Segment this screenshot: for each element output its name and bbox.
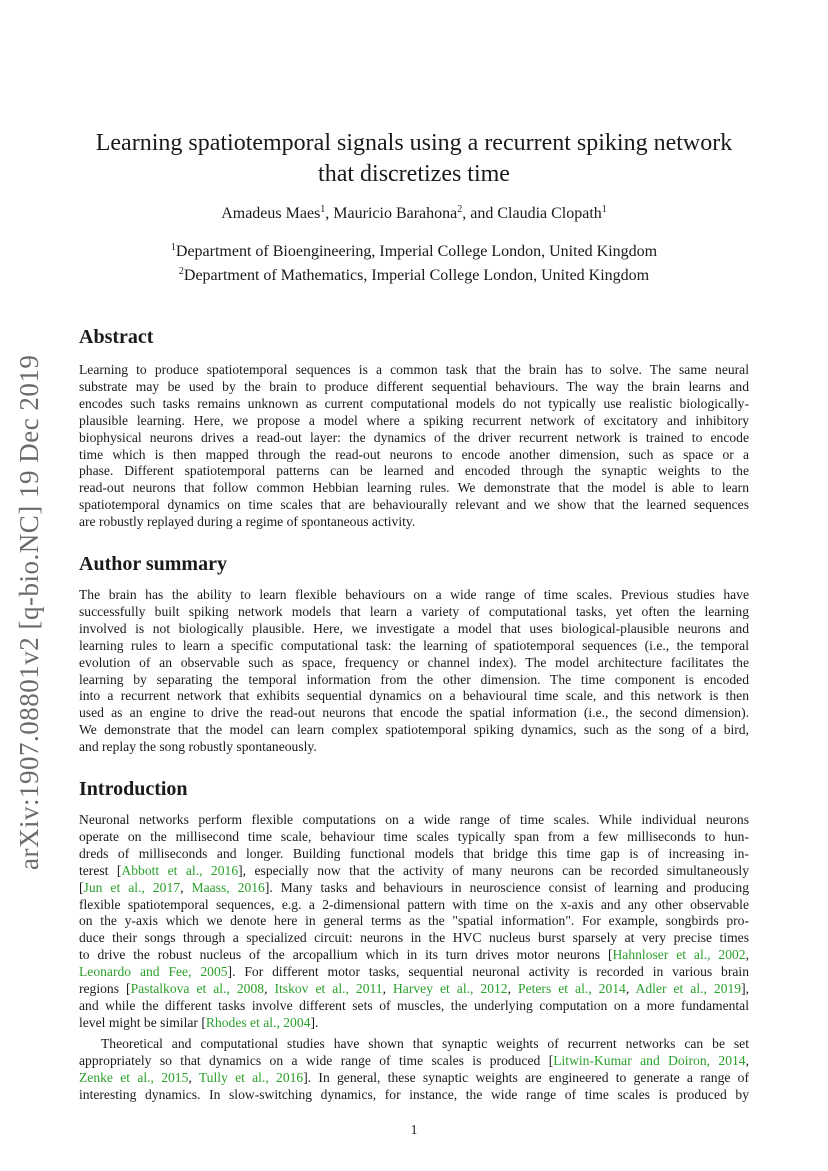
text-line <box>79 863 749 880</box>
text-line: are robustly replayed during a regime of spontaneous activity. <box>79 514 416 530</box>
text-line: learning by separating the temporal information from the other dimension. The time component is encoded <box>79 671 749 687</box>
text-fragment: ], <box>741 981 749 997</box>
text-line: and replay the song robustly spontaneously. <box>79 739 317 755</box>
author-list: Amadeus Maes$^1$, Mauricio Barahona$^2$, and Claudia Clopath$^1$ <box>221 204 607 222</box>
author-name: Mauricio Barahona <box>333 205 458 222</box>
affil-text: Department of Bioengineering, Imperial College London, United Kingdom <box>175 243 658 260</box>
text-fragment: , <box>180 879 192 895</box>
author-affil-mark: 1 <box>320 204 326 215</box>
author-name: Claudia Clopath <box>497 205 602 222</box>
author-affil-mark: 2 <box>457 204 463 215</box>
text-fragment: appropriately so that dynamics on a wide range of time scales is produced [ <box>79 1052 554 1068</box>
title-line-1: Learning spatiotemporal signals using a recurrent spiking network <box>95 130 733 156</box>
text-line: read-out neurons that follow common Hebbian learning rules. We demonstrate that the model is able to learn <box>79 480 749 496</box>
citation-link[interactable]: Harvey et al., 2012 <box>392 981 508 997</box>
affiliations <box>79 238 749 286</box>
arxiv-sidebar-id: arXiv:1907.08801v2 [q-bio.NC] 19 Dec 2019 <box>14 354 44 870</box>
affil-mark: 1 <box>170 242 176 253</box>
text-line <box>79 964 749 981</box>
affil-text: Department of Mathematics, Imperial College London, United Kingdom <box>183 267 650 284</box>
citation-link[interactable]: Rhodes et al., 2004 <box>205 1014 311 1030</box>
affil-mark: 2 <box>178 266 184 277</box>
text-fragment: level might be similar [ <box>79 1014 206 1030</box>
author-name: Amadeus Maes <box>221 205 321 222</box>
text-line: successfully built spiking network models that learn a variety of computational tasks, yet often the learning <box>79 603 749 619</box>
author-summary-text <box>79 587 749 756</box>
text-line: regions [Pastalkova et al., 2008, Itskov et al., 2011, Harvey et al., 2012, Peters et al., 2014, Adler et al., 2019], <box>79 981 749 997</box>
introduction-paragraph-2 <box>79 1036 749 1104</box>
text-line: time which is then mapped through the read-out neurons to encode another dimension, such as space or a <box>79 446 749 462</box>
citation-link[interactable]: Zenke et al., 2015 <box>79 1069 189 1085</box>
citation-link[interactable]: Peters et al., 2014 <box>518 981 626 997</box>
text-fragment: ]. <box>310 1014 319 1030</box>
text-line: Learning to produce spatiotemporal sequences is a common task that the brain has to solve. The same neural <box>79 362 749 377</box>
abstract-heading: Abstract <box>79 326 154 348</box>
text-line: appropriately so that dynamics on a wide range of time scales is produced [Litwin-Kumar and Doiron, 2014, <box>79 1052 749 1068</box>
text-line: used as an engine to drive the read-out neurons that encode the spatial information (i.e., the second dimension). <box>79 705 749 721</box>
page-number: 1 <box>410 1122 418 1137</box>
text-line: encodes such tasks remains unknown as current computational models do not typically use realistic biologically- <box>79 395 749 411</box>
citation-link[interactable]: Adler et al., 2019 <box>635 981 742 997</box>
text-line <box>79 880 749 897</box>
text-line: dreds of milliseconds and longer. Building functional models that bridge this time gap is of increasing in- <box>79 845 749 861</box>
text-line: flexible spatiotemporal sequences, e.g. a 2-dimensional pattern with time on the x-axis and any other observable <box>79 896 749 912</box>
citation-link[interactable]: Maass, 2016 <box>191 879 265 895</box>
affiliation <box>79 262 749 286</box>
text-line: Zenke et al., 2015, Tully et al., 2016]. In general, these synaptic weights are engineered to generate a range of <box>79 1069 749 1085</box>
paper-title <box>79 128 749 190</box>
text-line <box>79 1015 749 1032</box>
text-line: Neuronal networks perform flexible computations on a wide range of time scales. While individual neurons <box>79 812 749 827</box>
citation-link[interactable]: Tully et al., 2016 <box>198 1069 304 1085</box>
text-fragment: ]. In general, these synaptic weights are engineered to generate a range of <box>303 1069 749 1085</box>
title-line-2: that discretizes time <box>318 161 510 187</box>
text-fragment: [ <box>79 879 84 895</box>
citation-link[interactable]: Abbott et al., 2016 <box>121 862 239 878</box>
text-fragment: terest [ <box>79 862 122 878</box>
text-line: We demonstrate that the model can learn complex spatiotemporal spiking dynamics, such as the song of a bird, <box>79 722 749 738</box>
text-line: phase. Different spatiotemporal patterns can be learned and encoded through the synaptic weights to the <box>79 463 749 479</box>
citation-link[interactable]: Leonardo and Fee, 2005 <box>79 964 228 980</box>
text-line: into a recurrent network that exhibits sequential dynamics on a behavioural time scale, and this network is then <box>79 688 749 704</box>
text-line: involved is not biologically plausible. Here, we investigate a model that uses biological-plausible neurons and <box>79 620 749 636</box>
introduction-paragraph-1 <box>79 812 749 1032</box>
text-line: on the y-axis which we denote here in general terms as the "spatial information". For example, songbirds pro- <box>79 913 749 929</box>
introduction-heading: Introduction <box>79 778 188 800</box>
text-line: duce their songs through a specialized circuit: neurons in the HVC nucleus burst sparsely at very precise times <box>79 930 749 946</box>
text-line: substrate may be used by the brain to produce different sequential behaviours. The way the brain learns and <box>79 378 749 394</box>
text-line: operate on the millisecond time scale, behaviour time scales typically span from a few milliseconds to hun- <box>79 828 749 844</box>
text-line: plausible learning. Here, we propose a model where a spiking recurrent network of excitatory and inhibitory <box>79 412 749 428</box>
text-fragment: ], especially now that the activity of many neurons can be recorded simultaneously <box>238 862 749 878</box>
affiliation <box>79 238 749 262</box>
text-line: interesting dynamics. In slow-switching dynamics, for instance, the wide range of time scales is produced by <box>79 1086 749 1102</box>
text-line: evolution of an observable such as space, frequency or channel index). The model architecture facilitates the <box>79 654 749 670</box>
text-line: learning rules to learn a specific computational task: the learning of spatiotemporal sequences (i.e., the temporal <box>79 637 749 653</box>
author-summary-heading: Author summary <box>79 553 227 575</box>
text-fragment: to drive the robust nucleus of the arcopallium which in its turn drives motor neurons [ <box>79 947 613 963</box>
text-line: spatiotemporal dynamics on time scales that are behaviourally relevant and we show that the learned sequences <box>79 497 749 513</box>
abstract-text <box>79 362 749 531</box>
text-line: Theoretical and computational studies have shown that synaptic weights of recurrent networks can be set <box>101 1036 749 1051</box>
author-affil-mark: 1 <box>601 204 607 215</box>
citation-link[interactable]: Litwin-Kumar and Doiron, 2014 <box>553 1052 746 1068</box>
text-line: to drive the robust nucleus of the arcopallium which in its turn drives motor neurons [Hahnloser et al., 2002, <box>79 947 749 963</box>
text-fragment: ]. For different motor tasks, sequential neuronal activity is recorded in various brain <box>227 964 749 980</box>
citation-link[interactable]: Itskov et al., 2011 <box>274 981 383 997</box>
text-line: and while the different tasks involve different sets of muscles, the underlying computation on a more fundamental <box>79 997 749 1013</box>
citation-link[interactable]: Pastalkova et al., 2008 <box>130 981 265 997</box>
citation-link[interactable]: Hahnloser et al., 2002 <box>612 947 746 963</box>
citation-link[interactable]: Jun et al., 2017 <box>83 879 181 895</box>
text-line: The brain has the ability to learn flexible behaviours on a wide range of time scales. Previous studies have <box>79 587 749 602</box>
text-line: biophysical neurons drives a read-out layer: the dynamics of the driver recurrent network is trained to encode <box>79 429 749 445</box>
text-fragment: regions [ <box>79 981 131 997</box>
text-fragment: ]. Many tasks and behaviours in neuroscience consist of learning and producing <box>264 879 749 895</box>
